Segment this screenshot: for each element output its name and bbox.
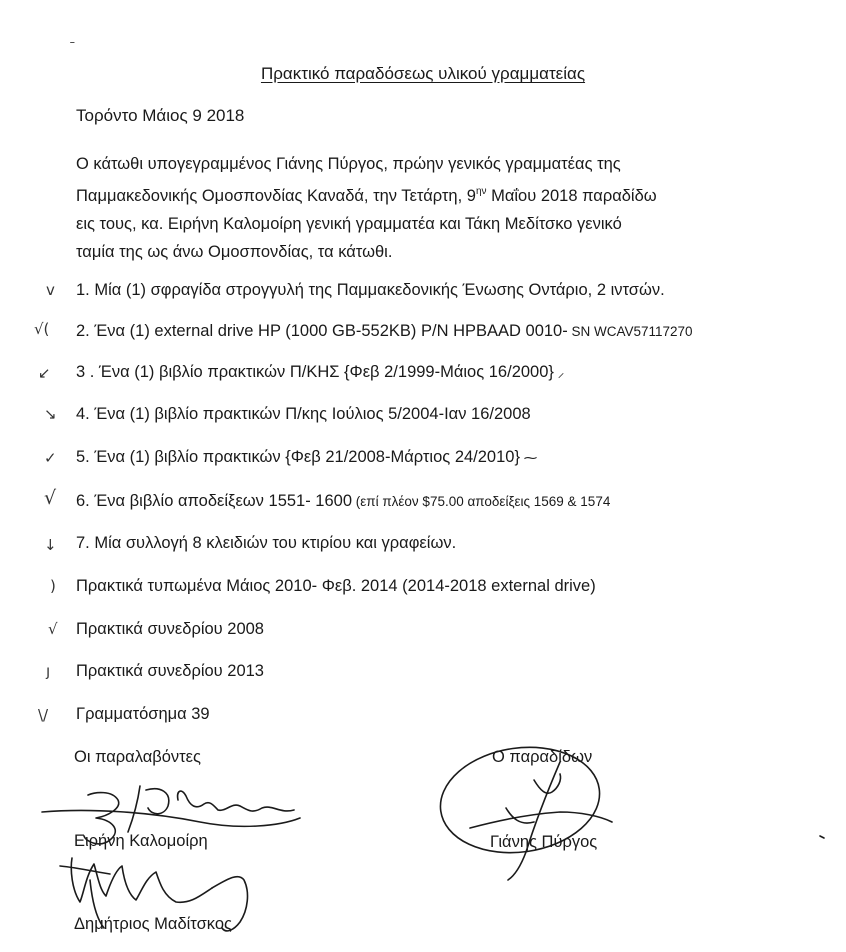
check-mark-6: √: [44, 487, 57, 509]
list-item-text: Γραμματόσημα 39: [76, 705, 210, 723]
signature-receiver-1: [42, 786, 300, 844]
list-item-text: 3 . Ένα (1) βιβλίο πρακτικών Π/ΚΗΣ {Φεβ 2/1999-Μάιος 16/2000}: [76, 363, 554, 381]
check-mark-8: ): [50, 577, 56, 595]
stray-mark-right: [820, 836, 824, 838]
intro-line-1: Ο κάτωθι υπογεγραμμένος Γιάνης Πύργος, πρώην γενικός γραμματέας της: [76, 155, 621, 173]
intro-line-2-superscript: ην: [475, 186, 487, 197]
deliverer-label: Ο παραδίδων: [492, 748, 593, 766]
list-item-note: ⁓: [519, 450, 538, 465]
list-item-text: 6. Ένα βιβλίο αποδείξεων 1551- 1600: [76, 492, 353, 510]
list-item-text: 5. Ένα (1) βιβλίο πρακτικών {Φεβ 21/2008-Μάρτιος 24/2010}: [76, 448, 520, 466]
receivers-label: Οι παραλαβόντες: [74, 748, 201, 766]
check-mark-9: √: [48, 620, 58, 638]
intro-line-3: εις τους, κα. Ειρήνη Καλομοίρη γενική γραμματέα και Τάκη Μεδίτσκο γενικό: [76, 215, 622, 233]
list-item-text: Πρακτικά τυπωμένα Μάιος 2010- Φεβ. 2014 (2014-2018 external drive): [76, 577, 596, 595]
check-mark-3: ↙: [38, 364, 51, 382]
check-mark-1: v: [46, 281, 55, 299]
list-item-text: 1. Μία (1) σφραγίδα στρογγυλή της Παμμακεδονικής Ένωσης Οντάριο, 2 ιντσών.: [76, 281, 665, 299]
document-title: Πρακτικό παραδόσεως υλικού γραμματείας: [260, 64, 586, 83]
stray-mark: ˗: [70, 32, 75, 48]
check-mark-5: ✓: [44, 449, 57, 467]
signature-deliverer: [434, 737, 612, 880]
intro-line-2-end: Μαΐου 2018 παραδίδω: [486, 187, 657, 205]
receiver-2-name: Δημήτριος Μαδίτσκος: [74, 915, 232, 933]
list-item-note: SN WCAV57117270: [567, 324, 693, 339]
list-item-text: Πρακτικά συνεδρίου 2008: [76, 620, 264, 638]
document-date: Τορόντο Μάιος 9 2018: [76, 106, 245, 125]
check-mark-4: ↘: [44, 405, 57, 423]
deliverer-name: Γιάνης Πύργος: [490, 833, 598, 851]
signature-receiver-2: [60, 858, 247, 931]
list-item-text: Πρακτικά συνεδρίου 2013: [76, 662, 264, 680]
check-mark-11: \/: [38, 706, 49, 724]
list-item-text: 7. Μία συλλογή 8 κλειδιών του κτιρίου και γραφείων.: [76, 534, 457, 552]
receiver-1-name: Ειρήνη Καλομοίρη: [74, 832, 208, 850]
check-mark-7: ↓: [44, 536, 57, 554]
intro-line-2-start: Παμμακεδονικής Ομοσπονδίας Καναδά, την Τετάρτη, 9: [76, 187, 476, 205]
intro-line-4: ταμία της ως άνω Ομοσπονδίας, τα κάτωθι.: [76, 243, 393, 261]
list-item-text: 2. Ένα (1) external drive HP (1000 GB-552KB) P/N HPBAAD 0010-: [76, 322, 568, 340]
check-mark-2: √(: [34, 320, 50, 338]
list-item-text: 4. Ένα (1) βιβλίο πρακτικών Π/κης Ιούλιος 5/2004-Ιαν 16/2008: [76, 405, 531, 423]
list-item-note: ⸝: [553, 365, 565, 380]
list-item-note: (επί πλέον $75.00 αποδείξεις 1569 & 1574: [352, 494, 611, 509]
check-mark-10: ȷ: [46, 662, 51, 680]
